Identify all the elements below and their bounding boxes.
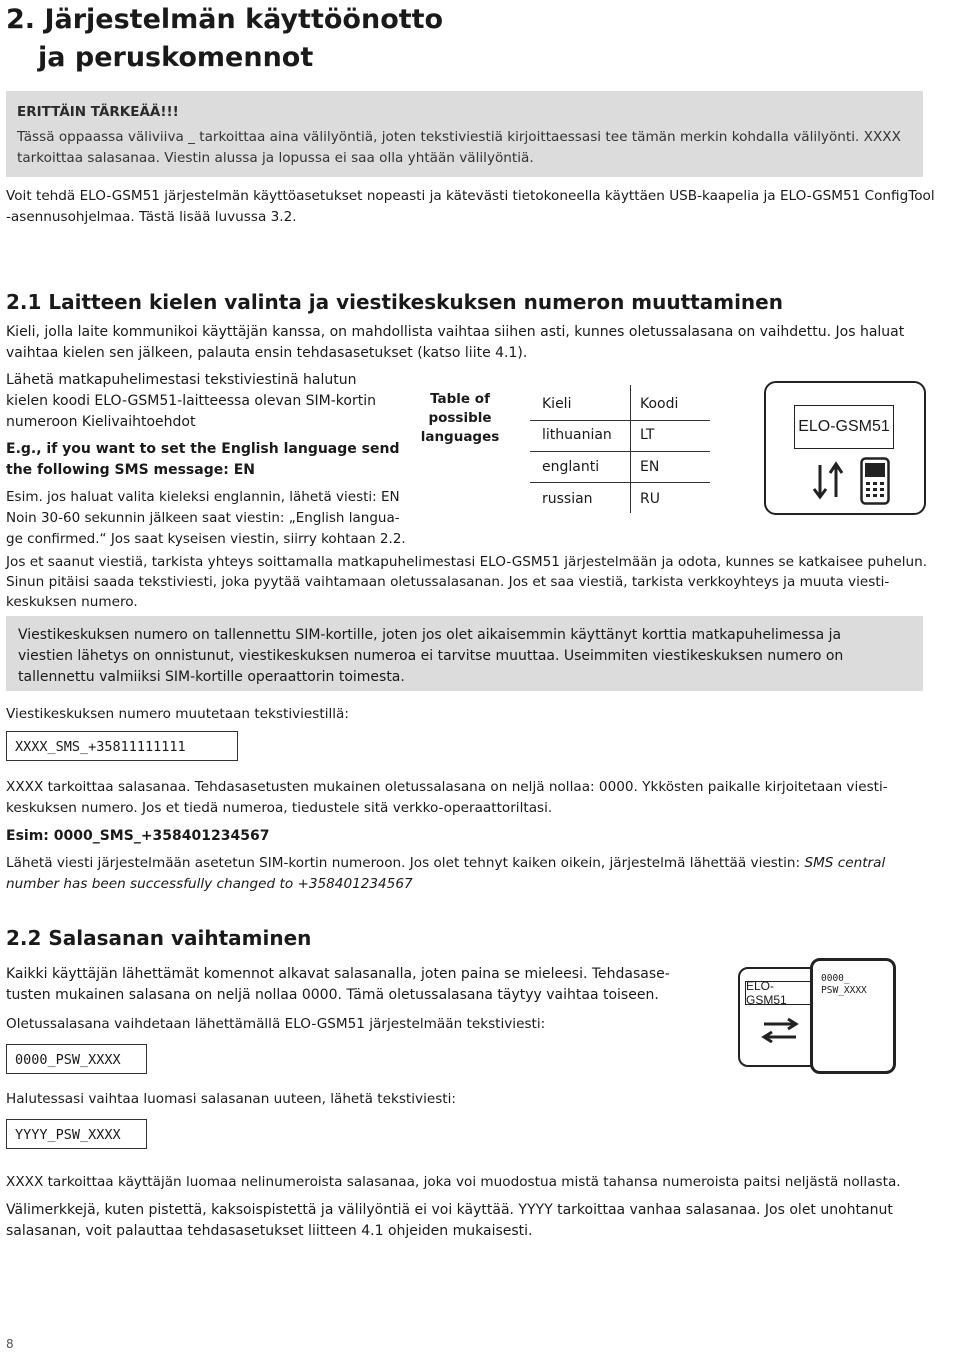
box-line1: Viestikeskuksen numero on tallennettu SIM-kortille, joten jos olet aikaisemmin käyttänyt korttia matkapuhelimessa ja [18,627,842,643]
psw-code-example: 0000_PSW_XXXX [6,1044,147,1074]
exchange-arrows-icon [810,461,850,501]
box-line3: tallennettu valmiiksi SIM-kortille operaattorin toimesta. [18,669,405,685]
send2-text: Lähetä viesti järjestelmään asetetun SIM-kortin numeroon. Jos olet tehnyt kaiken oikein, järjestelmä lähettää viestin: [6,855,805,871]
s22-p1-line1: Kaikki käyttäjän lähettämät komennot alkavat salasanalla, joten paina se mieleesi. Tehdasase- [6,966,670,982]
s21-p2-line2: Sinun pitäisi saada tekstiviesti, joka pyytää vaihtamaan oletussalasanan. Jos et saa viestiä, tarkista verkkoyhteys ja muuta viesti- [6,574,890,590]
s21-send-line2: kielen koodi ELO-GSM51-laitteessa olevan SIM-kortin [6,393,376,409]
esim-example: Esim: 0000_SMS_+358401234567 [6,828,270,844]
s21-esim-line3: ge confirmed.“ Jos saat kyseisen viestin, siirry kohtaan 2.2. [6,531,406,547]
notice-line2: tarkoittaa salasanaa. Viestin alussa ja lopussa ei saa olla yhtään välilyöntiä. [17,150,534,166]
table-cell: lithuanian [542,427,612,443]
table-caption-line1: Table of [430,391,490,407]
table-header-koodi: Koodi [640,396,679,412]
table-caption [416,390,504,447]
s21-p1-line2: vaihtaa kielen sen jälkeen, palauta ensin tehdasasetukset (katso liite 4.1). [6,345,528,361]
change-label: Viestikeskuksen numero muutetaan tekstiviestillä: [6,706,349,722]
table-header-kieli: Kieli [542,396,572,412]
s21-p1-line1: Kieli, jolla laite kommunikoi käyttäjän kanssa, on mahdollista vaihtaa siihen asti, kunnes oletussalasana on vaihdettu. Jos haluat [6,324,905,340]
table-rule [530,451,710,452]
s21-esim-line2: Noin 30-60 sekunnin jälkeen saat viestin: „English langua- [6,510,400,526]
s22-p2: Oletussalasana vaihdetaan lähettämällä ELO-GSM51 järjestelmään tekstiviesti: [6,1016,546,1032]
s22-p4: XXXX tarkoittaa käyttäjän luomaa nelinumeroista salasanaa, joka voi muodostua mistä tahansa numeroista paitsi neljästä nollasta. [6,1174,901,1190]
intro-line2: -asennusohjelmaa. Tästä lisää luvussa 3.2. [6,209,297,225]
page-title-line2: ja peruskomennot [38,42,314,73]
s22-p1-line2: tusten mukainen salasana on neljä nollaa 0000. Tämä oletussalasana täytyy vaihtaa toiseen. [6,987,659,1003]
s21-send-line3: numeroon Kielivaihtoehdot [6,414,196,430]
device-illustration [764,381,926,515]
table-divider [630,385,631,513]
send2-line1 [6,853,885,874]
xxxx-line1: XXXX tarkoittaa salasanaa. Tehdasasetusten mukainen oletussalasana on neljä nollaa: 0000. Ykkösten paikalle kirjoitetaan viesti- [6,779,888,795]
s22-p3: Halutessasi vaihtaa luomasi salasanan uuteen, lähetä tekstiviesti: [6,1091,456,1107]
send2-line2: number has been successfully changed to +358401234567 [6,876,413,892]
table-cell: LT [640,427,655,443]
s21-p2-line3: keskuksen numero. [6,594,138,610]
s21-eg-line1: E.g., if you want to set the English language send [6,441,400,457]
page-number: 8 [6,1337,14,1351]
sms-code-example: XXXX_SMS_+35811111111 [6,731,238,761]
table-cell: EN [640,459,660,475]
exchange-arrows-icon [760,1017,800,1043]
psw-change-code-example: YYYY_PSW_XXXX [6,1119,147,1149]
notice-heading: ERITTÄIN TÄRKEÄÄ!!! [17,104,179,120]
s22-p5-line2: salasanan, voit palauttaa tehdasasetukset liitteen 4.1 ohjeiden mukaisesti. [6,1223,533,1239]
mobile-phone-icon [810,958,896,1074]
table-cell: RU [640,491,660,507]
s21-eg-line2: the following SMS message: EN [6,462,255,478]
device-label: ELO-GSM51 [745,981,811,1005]
page-title-line1: 2. Järjestelmän käyttöönotto [6,4,444,35]
table-caption-line3: languages [420,429,500,445]
phone-screen-line1: 0000_ [821,973,850,984]
s21-esim-line1: Esim. jos haluat valita kieleksi englannin, lähetä viesti: EN [6,489,400,505]
section-2-2-heading: 2.2 Salasanan vaihtaminen [6,926,312,950]
table-rule [530,482,710,483]
table-caption-line2: possible [428,410,492,426]
notice-line1: Tässä oppaassa väliviiva _ tarkoittaa aina välilyöntiä, joten tekstiviestiä kirjoittaessasi tee tämän merkin kohdalla välilyönti. XXXX [17,129,901,145]
intro-line1: Voit tehdä ELO-GSM51 järjestelmän käyttöasetukset nopeasti ja kätevästi tietokoneella käyttäen USB-kaapelia ja ELO-GSM51 ConfigTool [6,188,935,204]
s21-send-line1: Lähetä matkapuhelimestasi tekstiviestinä halutun [6,372,357,388]
phone-screen-line2: PSW_XXXX [821,985,867,996]
table-cell: englanti [542,459,600,475]
s21-p2-line1: Jos et saanut viestiä, tarkista yhteys soittamalla matkapuhelimestasi ELO-GSM51 järjestelmään ja odota, kunnes se katkaisee puhelun. [6,554,928,570]
section-2-1-heading: 2.1 Laitteen kielen valinta ja viestikeskuksen numeron muuttaminen [6,290,783,314]
send2-italic: SMS central [804,855,886,871]
box-line2: viestien lähetys on onnistunut, viestikeskuksen numeroa ei tarvitse muuttaa. Useimmiten viestikeskuksen numero on [18,648,844,664]
mobile-phone-icon [860,457,890,505]
xxxx-line2: keskuksen numero. Jos et tiedä numeroa, tiedustele sitä verkko-operaattoriltasi. [6,800,553,816]
table-cell: russian [542,491,593,507]
device-label: ELO-GSM51 [794,405,894,449]
table-rule [530,420,710,421]
s22-p5-line1: Välimerkkejä, kuten pistettä, kaksoispistettä ja välilyöntiä ei voi käyttää. YYYY tarkoittaa vanhaa salasanaa. Jos olet unohtanut [6,1202,893,1218]
